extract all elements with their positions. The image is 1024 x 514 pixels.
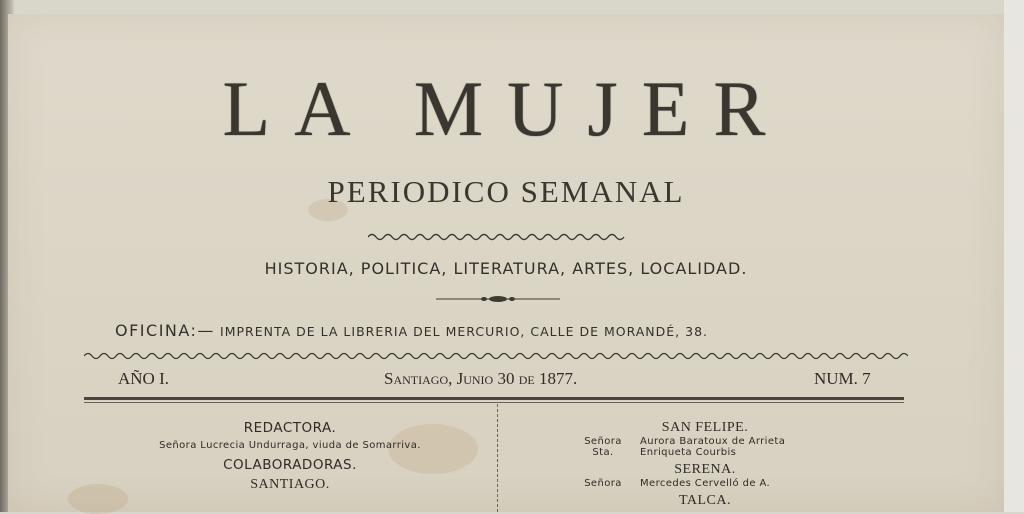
ornament-divider bbox=[436, 294, 560, 304]
city-heading: TALCA. bbox=[678, 493, 732, 508]
honorific: Sta. bbox=[592, 447, 614, 458]
list-item bbox=[515, 447, 895, 458]
list-item bbox=[515, 478, 895, 489]
editor-heading: REDACTORA. bbox=[243, 420, 337, 436]
masthead-subtitle: PERIODICO SEMANAL bbox=[327, 174, 685, 209]
column-divider bbox=[497, 404, 498, 512]
contributor-name: Mercedes Cervelló de A. bbox=[640, 478, 771, 489]
issue-info-row bbox=[84, 369, 904, 391]
wavy-rule bbox=[84, 350, 908, 362]
wavy-ornament bbox=[368, 232, 626, 242]
city-heading: SAN FELIPE. bbox=[661, 420, 749, 435]
contributor-name: Aurora Baratoux de Arrieta bbox=[640, 436, 786, 447]
right-column bbox=[515, 404, 895, 509]
issue-year: AÑO I. bbox=[118, 369, 169, 388]
contributors-heading: COLABORADORAS. bbox=[223, 457, 357, 473]
masthead-title: LA MUJER bbox=[222, 65, 790, 152]
office-label: OFICINA:— bbox=[115, 321, 215, 340]
issue-place-date: Santiago, Junio 30 de 1877. bbox=[384, 369, 578, 388]
office-line bbox=[115, 321, 905, 340]
contributor-name: Enriqueta Courbis bbox=[640, 447, 737, 458]
city-heading: SERENA. bbox=[674, 462, 736, 477]
editor-name: Señora Lucrecia Undurraga, viuda de Somarriva. bbox=[159, 440, 421, 451]
honorific: Señora bbox=[584, 436, 622, 447]
honorific: Señora bbox=[584, 478, 622, 489]
background-margin bbox=[1004, 0, 1024, 512]
left-column bbox=[100, 404, 480, 493]
office-address: IMPRENTA DE LA LIBRERIA DEL MERCURIO, CALLE DE MORANDÉ, 38. bbox=[220, 324, 709, 339]
list-item bbox=[515, 436, 895, 447]
city-heading: SANTIAGO. bbox=[250, 477, 330, 492]
thin-rule bbox=[84, 402, 904, 403]
topics-line: HISTORIA, POLITICA, LITERATURA, ARTES, LOCALIDAD. bbox=[264, 259, 748, 278]
thick-rule bbox=[84, 397, 904, 400]
issue-number: NUM. 7 bbox=[814, 369, 871, 388]
